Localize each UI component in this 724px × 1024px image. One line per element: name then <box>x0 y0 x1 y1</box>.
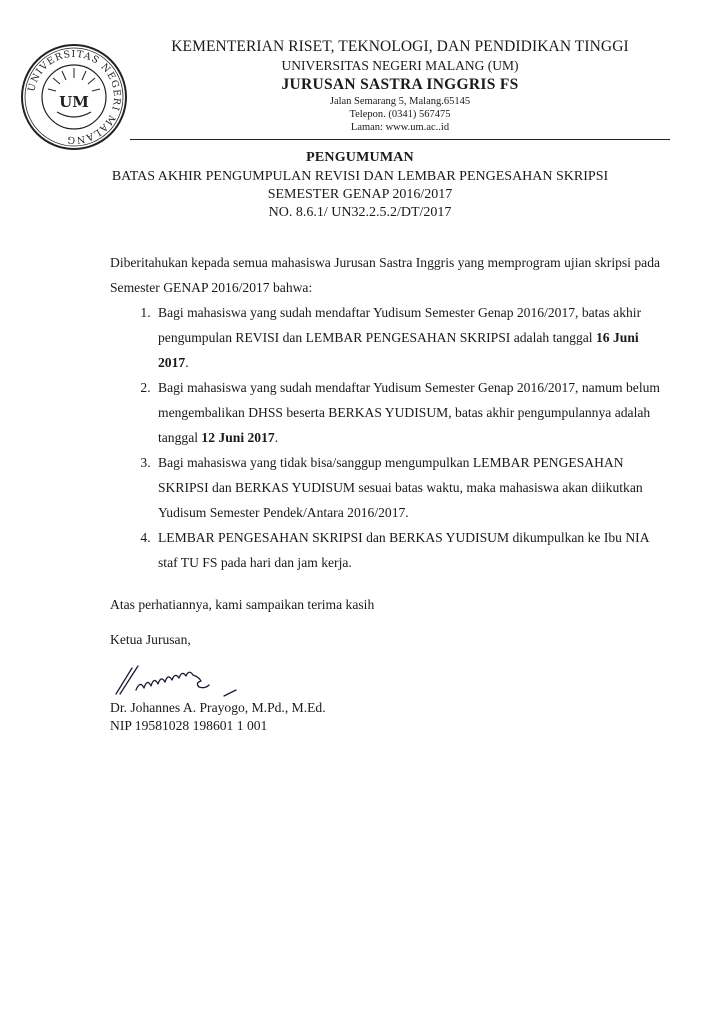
signer-name: Dr. Johannes A. Prayogo, M.Pd., M.Ed. <box>110 700 326 715</box>
signer-nip: NIP 19581028 198601 1 001 <box>110 718 268 733</box>
list-item: 1. Bagi mahasiswa yang sudah mendaftar Yudisum Semester Genap 2016/2017, batas akhir pengumpulan REVISI dan LEMBAR PENGESAHAN SKRIPSI adalah tanggal 16 Juni 2017. <box>154 300 670 375</box>
phone-line: Telepon. (0341) 567475 <box>349 109 451 120</box>
department-name: JURUSAN SASTRA INGGRIS FS <box>281 76 519 93</box>
announcement-number: NO. 8.6.1/ UN32.2.5.2/DT/2017 <box>268 205 452 220</box>
intro-paragraph: Diberitahukan kepada semua mahasiswa Jurusan Sastra Inggris yang memprogram ujian skripsi pada Semester GENAP 2016/2017 bahwa: <box>110 255 661 295</box>
ministry-name: KEMENTERIAN RISET, TEKNOLOGI, DAN PENDIDIKAN TINGGI <box>171 38 629 55</box>
announcement-semester: SEMESTER GENAP 2016/2017 <box>267 187 453 202</box>
list-item: 3. Bagi mahasiswa yang tidak bisa/sanggup mengumpulkan LEMBAR PENGESAHAN SKRIPSI dan BERKAS YUDISUM sesuai batas waktu, maka mahasiswa akan diikutkan Yudisum Semester Pendek/Antara 2016/2017. <box>154 450 670 525</box>
seal-icon <box>19 42 129 152</box>
website-line: Laman: www.um.ac..id <box>350 122 450 133</box>
announcement-title: PENGUMUMAN <box>306 150 414 165</box>
closing-line: Atas perhatiannya, kami sampaikan terima kasih <box>110 597 375 612</box>
announcement-list <box>110 300 670 575</box>
deadline-date: 12 Juni 2017 <box>201 430 275 445</box>
university-name: UNIVERSITAS NEGERI MALANG (UM) <box>281 58 519 73</box>
deadline-date: 16 Juni 2017 <box>158 330 639 370</box>
signer-role: Ketua Jurusan, <box>110 632 191 647</box>
letterhead-divider <box>130 139 670 140</box>
list-item: 2. Bagi mahasiswa yang sudah mendaftar Yudisum Semester Genap 2016/2017, namum belum mengembalikan DHSS beserta BERKAS YUDISUM, batas akhir pengumpulannya adalah tanggal 12 Juni 2017. <box>154 375 670 450</box>
announcement-subtitle: BATAS AKHIR PENGUMPULAN REVISI DAN LEMBAR PENGESAHAN SKRIPSI <box>111 169 609 184</box>
letter-body <box>110 250 670 575</box>
seal-initials: UM <box>59 93 89 111</box>
seal-ring-text: UNIVERSITAS NEGERI MALANG <box>26 48 123 146</box>
university-seal-logo <box>19 42 129 152</box>
list-item: 4. LEMBAR PENGESAHAN SKRIPSI dan BERKAS YUDISUM dikumpulkan ke Ibu NIA staf TU FS pada hari dan jam kerja. <box>154 525 670 575</box>
address-line: Jalan Semarang 5, Malang.65145 <box>329 96 471 107</box>
